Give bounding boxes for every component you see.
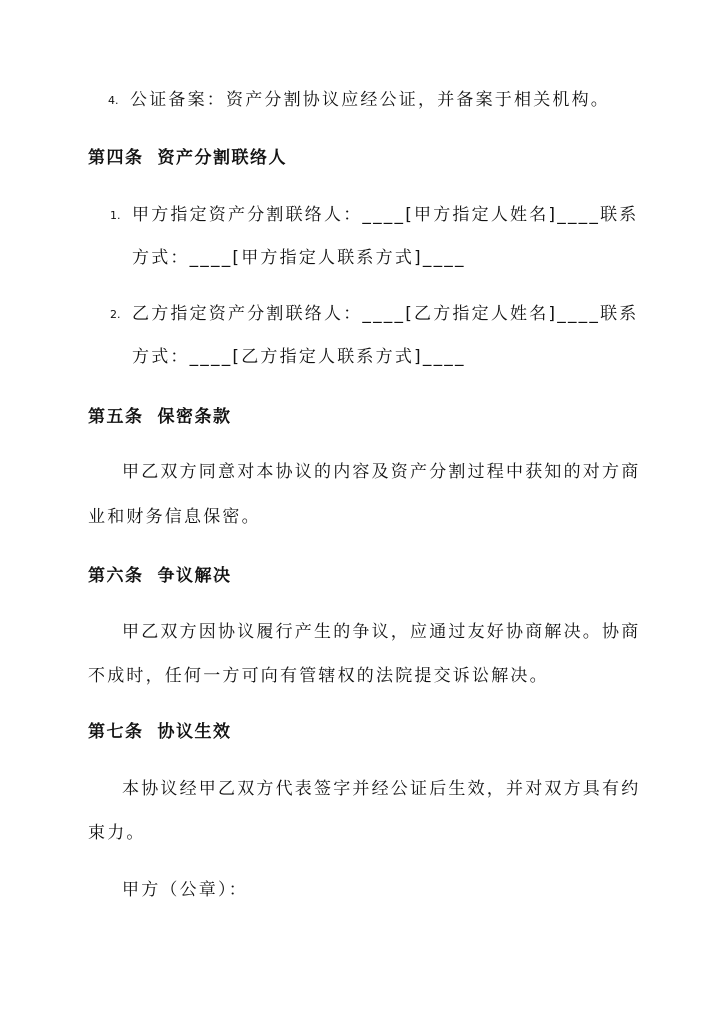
article-number: 第四条 bbox=[88, 148, 144, 168]
list-number: 1. bbox=[110, 209, 121, 222]
contact-item-2-line-2: 方式：____[乙方指定人联系方式]____ bbox=[132, 347, 466, 367]
party-a-seal-label: 甲方（公章）： bbox=[122, 880, 248, 900]
contact-item-2-line-1 bbox=[110, 302, 638, 327]
contact-item-1-text: 甲方指定资产分割联络人：____[甲方指定人姓名]____联系 bbox=[132, 205, 639, 225]
clause-4-text: 公证备案：资产分割协议应经公证，并备案于相关机构。 bbox=[130, 90, 610, 110]
article-6-paragraph-line-2: 不成时，任何一方可向有管辖权的法院提交诉讼解决。 bbox=[88, 666, 549, 686]
contact-item-2-text: 乙方指定资产分割联络人：____[乙方指定人姓名]____联系 bbox=[132, 304, 639, 324]
clause-4-line bbox=[108, 88, 610, 113]
article-title: 保密条款 bbox=[157, 407, 232, 427]
article-5-paragraph-line-1: 甲乙双方同意对本协议的内容及资产分割过程中获知的对方商 bbox=[122, 462, 641, 482]
article-5-paragraph-line-2: 业和财务信息保密。 bbox=[88, 507, 261, 527]
article-6-paragraph-line-1: 甲乙双方因协议履行产生的争议，应通过友好协商解决。协商 bbox=[122, 622, 641, 642]
article-6-heading bbox=[88, 564, 232, 588]
article-7-paragraph-line-1: 本协议经甲乙双方代表签字并经公证后生效，并对双方具有约 bbox=[122, 779, 641, 799]
article-title: 资产分割联络人 bbox=[157, 148, 287, 168]
article-4-heading bbox=[88, 146, 287, 170]
article-7-heading bbox=[88, 720, 232, 744]
article-number: 第六条 bbox=[88, 566, 144, 586]
article-7-paragraph-line-2: 束力。 bbox=[88, 823, 146, 843]
article-number: 第七条 bbox=[88, 722, 144, 742]
article-5-heading bbox=[88, 405, 232, 429]
contact-item-1-line-2: 方式：____[甲方指定人联系方式]____ bbox=[132, 248, 466, 268]
list-number: 2. bbox=[110, 308, 121, 321]
article-number: 第五条 bbox=[88, 407, 144, 427]
article-title: 协议生效 bbox=[157, 722, 232, 742]
contact-item-1-line-1 bbox=[110, 203, 638, 228]
article-title: 争议解决 bbox=[157, 566, 232, 586]
list-number: 4. bbox=[108, 94, 119, 107]
